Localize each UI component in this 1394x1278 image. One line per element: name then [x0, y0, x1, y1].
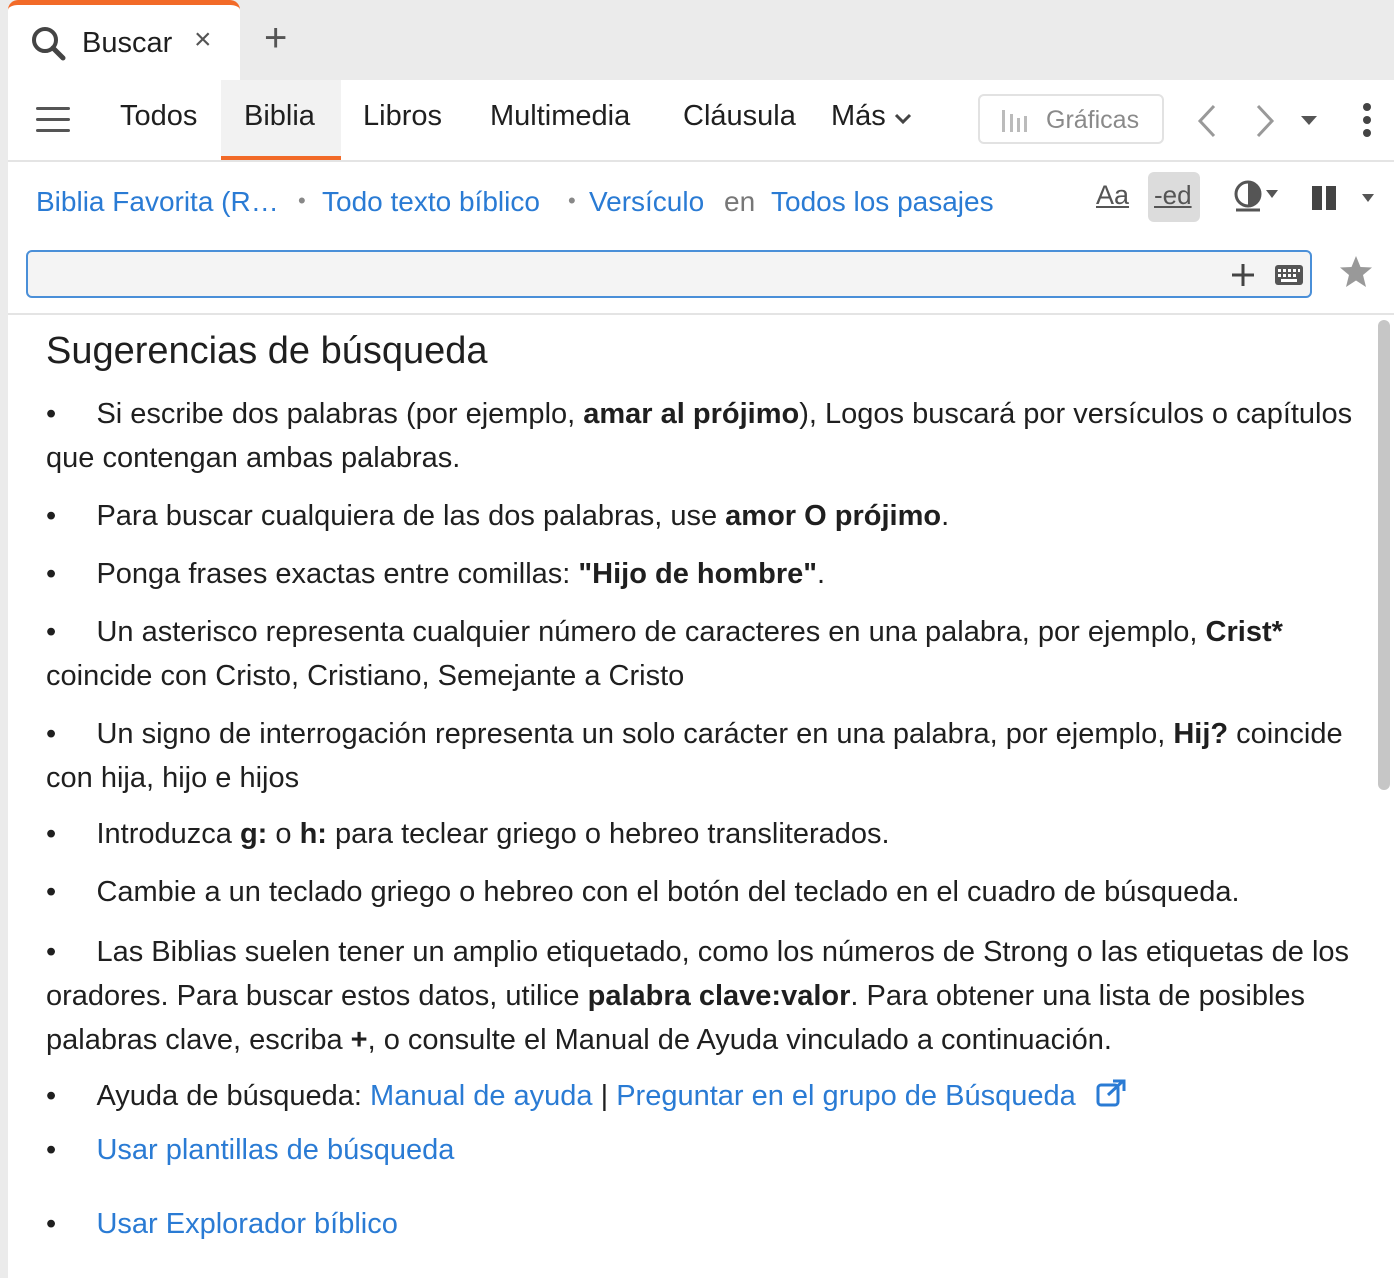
forward-icon[interactable]	[1254, 104, 1276, 138]
search-options-row	[8, 160, 1394, 232]
tab-todos[interactable]: Todos	[120, 100, 198, 132]
more-options-icon[interactable]	[1362, 102, 1372, 138]
tip-item: • Un asterisco representa cualquier número de caracteres en una palabra, por ejemplo, Crist* coincide con Cristo, Cristiano, Semejante a Cristo	[46, 616, 1283, 692]
font-icon[interactable]: Aa	[1096, 180, 1130, 210]
charts-button[interactable]	[978, 94, 1164, 144]
tab-title: Buscar	[82, 27, 173, 59]
tip-item: • Si escribe dos palabras (por ejemplo, amar al prójimo), Logos buscará por versículos o capítulos que contengan ambas palabras.	[46, 398, 1353, 474]
back-icon[interactable]	[1196, 104, 1218, 138]
search-panel	[8, 80, 1394, 1278]
match-forms-label: -ed	[1154, 180, 1192, 210]
unit-selector[interactable]: Versículo	[589, 186, 705, 217]
divider	[8, 313, 1394, 315]
charts-label: Gráficas	[1046, 106, 1140, 134]
tip-item: • Para buscar cualquiera de las dos palabras, use amor O prójimo.	[46, 500, 950, 532]
in-label: en	[724, 186, 756, 217]
tab-multimedia[interactable]: Multimedia	[490, 100, 631, 132]
star-icon[interactable]	[1338, 254, 1374, 290]
chevron-down-icon	[894, 112, 912, 126]
source-selector[interactable]: Biblia Favorita (R…	[36, 186, 279, 217]
layout-icon[interactable]	[1310, 184, 1380, 212]
tab-clausula[interactable]: Cláusula	[683, 100, 796, 132]
history-dropdown-icon[interactable]	[1300, 114, 1318, 126]
add-icon[interactable]	[1230, 262, 1256, 288]
keyboard-icon[interactable]	[1274, 264, 1304, 286]
tab-libros[interactable]: Libros	[363, 100, 442, 132]
tab-buscar[interactable]	[8, 0, 240, 80]
menu-icon[interactable]	[36, 107, 70, 133]
tip-item: • Un signo de interrogación representa un solo carácter en una palabra, por ejemplo, Hij? coincide con hija, hijo e hijos	[46, 718, 1343, 794]
tip-item: • Usar Explorador bíblico	[46, 1208, 398, 1240]
theme-icon[interactable]	[1234, 178, 1282, 212]
tips-heading: Sugerencias de búsqueda	[46, 330, 488, 372]
tip-item: • Ayuda de búsqueda: Manual de ayuda | Preguntar en el grupo de Búsqueda	[46, 1074, 1371, 1118]
search-templates-link[interactable]: Usar plantillas de búsqueda	[96, 1134, 455, 1166]
nav-bar	[8, 80, 1394, 162]
search-icon	[30, 25, 66, 61]
tip-item: • Cambie a un teclado griego o hebreo con el botón del teclado en el cuadro de búsqueda.	[46, 876, 1240, 908]
chart-icon	[1002, 108, 1032, 132]
separator-dot: •	[298, 188, 306, 213]
match-forms-button[interactable]	[1148, 172, 1200, 222]
separator-dot: •	[568, 188, 576, 213]
help-manual-link[interactable]: Manual de ayuda	[370, 1080, 593, 1112]
external-link-icon[interactable]	[1096, 1079, 1126, 1107]
scrollbar[interactable]	[1378, 320, 1390, 790]
tab-biblia[interactable]: Biblia	[244, 100, 315, 132]
tip-item: • Las Biblias suelen tener un amplio etiquetado, como los números de Strong o las etiquetas de los oradores. Para buscar estos datos, utilice palabra clave:valor. Para obtener una lista de posibles palabras clave, escriba +, o consulte el Manual de Ayuda vinculado a continuación.	[46, 936, 1350, 1056]
bible-explorer-link[interactable]: Usar Explorador bíblico	[96, 1208, 398, 1240]
search-group-link[interactable]: Preguntar en el grupo de Búsqueda	[616, 1080, 1076, 1112]
tip-item: • Ponga frases exactas entre comillas: "Hijo de hombre".	[46, 558, 826, 590]
close-icon[interactable]: ×	[194, 23, 212, 56]
tab-strip	[0, 0, 1394, 80]
new-tab-button[interactable]: +	[264, 16, 288, 60]
search-input[interactable]	[26, 250, 1312, 298]
scope-selector[interactable]: Todo texto bíblico	[322, 186, 540, 217]
tab-mas[interactable]: Más	[831, 100, 886, 132]
range-selector[interactable]: Todos los pasajes	[771, 186, 994, 217]
tip-item: • Introduzca g: o h: para teclear griego o hebreo transliterados.	[46, 818, 890, 850]
tip-item: • Usar plantillas de búsqueda	[46, 1134, 455, 1166]
